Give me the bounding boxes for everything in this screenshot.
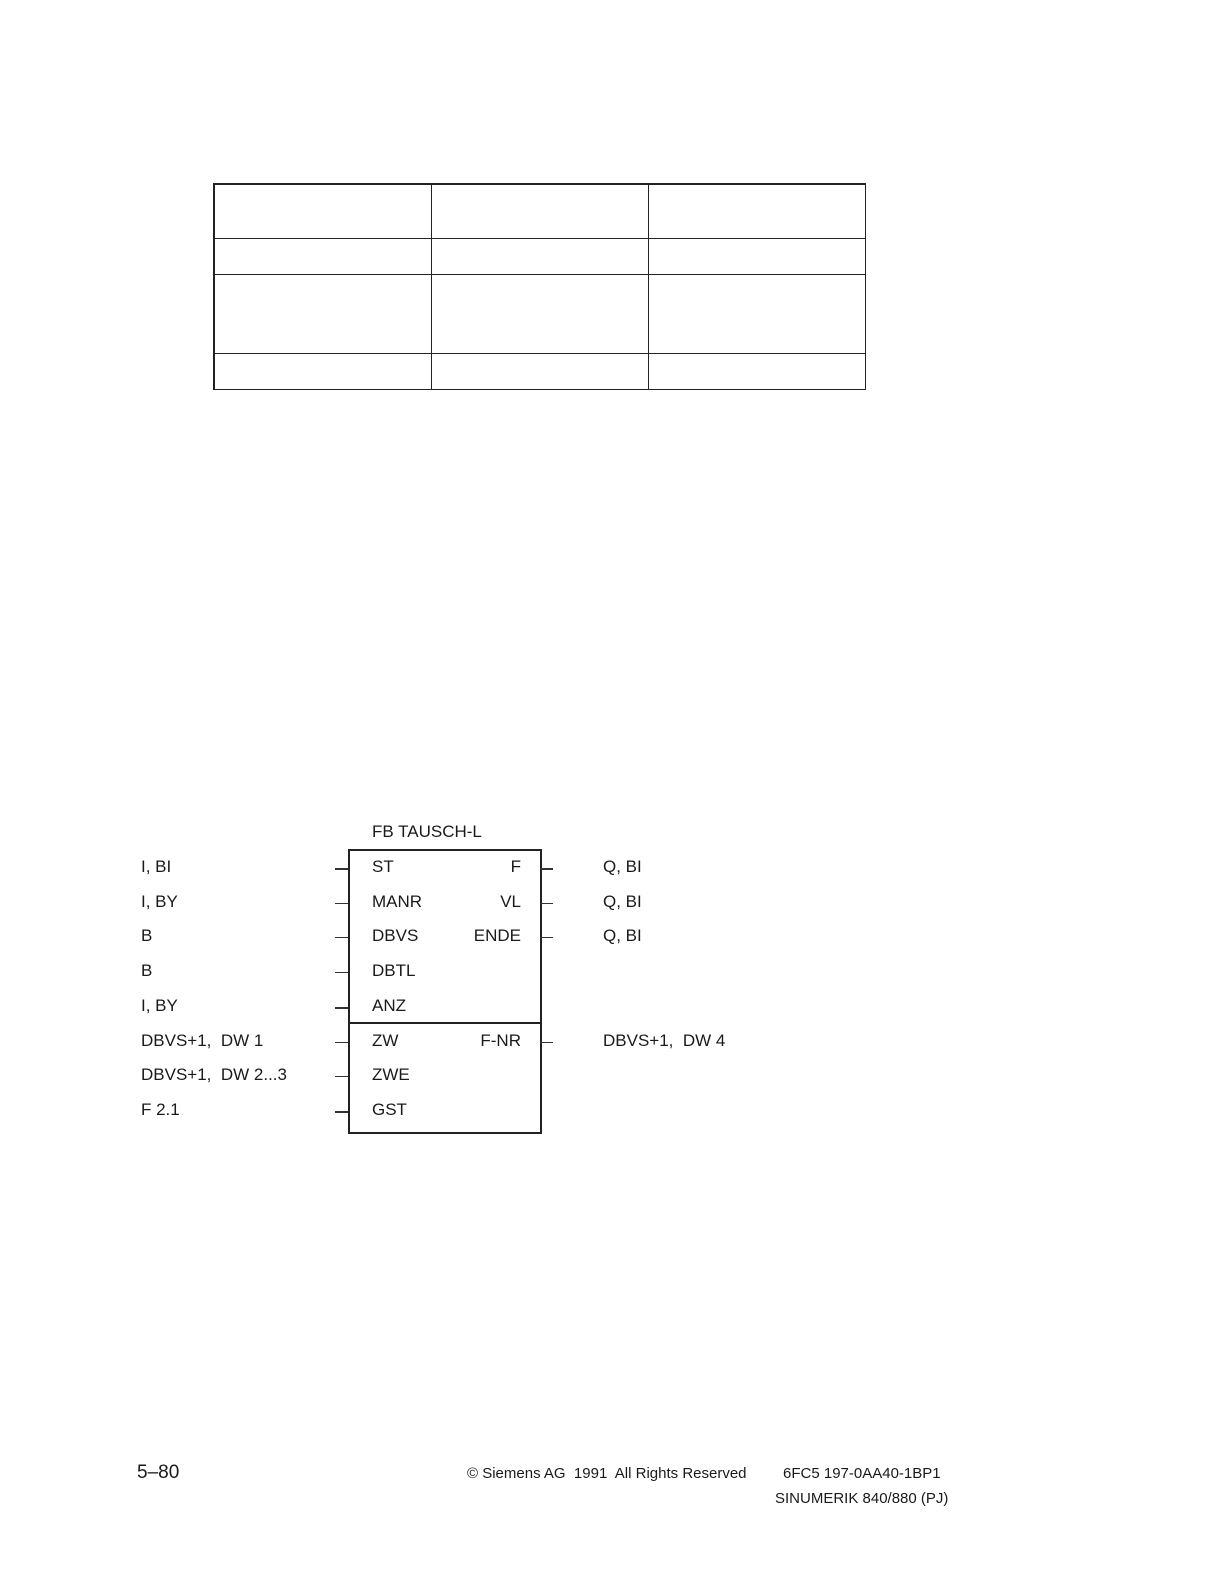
input-pin-line xyxy=(335,1111,348,1113)
input-pin-line xyxy=(335,868,348,870)
input-type-label: I, BY xyxy=(141,996,178,1015)
input-type-label: B xyxy=(141,961,153,980)
input-pin-line xyxy=(335,1042,348,1043)
input-pin-line xyxy=(335,972,348,973)
input-type-label: DBVS+1, DW 1 xyxy=(141,1031,264,1050)
table-cell xyxy=(649,275,866,354)
input-pin-line xyxy=(335,1076,348,1077)
output-pin-line xyxy=(540,1042,553,1043)
table-cell xyxy=(649,239,866,275)
input-type-label: B xyxy=(141,926,153,945)
table-cell xyxy=(649,354,866,390)
block-divider xyxy=(348,1022,542,1024)
table-cell xyxy=(432,354,649,390)
table-cell xyxy=(432,275,649,354)
table-cell xyxy=(214,184,432,239)
output-type-label: Q, BI xyxy=(603,892,642,911)
page-number: 5–80 xyxy=(137,1462,180,1483)
order-number: 6FC5 197-0AA40-1BP1 xyxy=(783,1465,941,1482)
input-pin-name: ST xyxy=(372,857,394,876)
input-pin-name: ZWE xyxy=(372,1065,410,1084)
input-pin-line xyxy=(335,937,348,938)
output-pin-name: VL xyxy=(500,892,521,911)
output-type-label: Q, BI xyxy=(603,857,642,876)
input-pin-name: MANR xyxy=(372,892,423,911)
table-cell xyxy=(649,184,866,239)
output-pin-line xyxy=(540,903,553,904)
output-pin-line xyxy=(540,937,553,938)
input-pin-name: DBVS xyxy=(372,926,419,945)
output-pin-name: F-NR xyxy=(480,1031,521,1050)
block-title: FB TAUSCH-L xyxy=(372,822,482,841)
input-pin-line xyxy=(335,903,348,904)
product-name: SINUMERIK 840/880 (PJ) xyxy=(775,1490,949,1507)
table-cell xyxy=(214,354,432,390)
output-pin-line xyxy=(540,868,553,870)
copyright-notice: © Siemens AG 1991 All Rights Reserved xyxy=(467,1465,747,1482)
table-row xyxy=(214,184,866,239)
empty-table xyxy=(213,183,866,390)
output-type-label: DBVS+1, DW 4 xyxy=(603,1031,726,1050)
table-cell xyxy=(432,239,649,275)
output-type-label: Q, BI xyxy=(603,926,642,945)
table-cell xyxy=(214,275,432,354)
input-pin-name: ANZ xyxy=(372,996,406,1015)
input-pin-name: DBTL xyxy=(372,961,416,980)
input-pin-name: GST xyxy=(372,1100,407,1119)
input-pin-name: ZW xyxy=(372,1031,399,1050)
input-type-label: DBVS+1, DW 2...3 xyxy=(141,1065,287,1084)
input-pin-line xyxy=(335,1007,348,1009)
input-type-label: I, BI xyxy=(141,857,172,876)
table-cell xyxy=(432,184,649,239)
input-type-label: I, BY xyxy=(141,892,178,911)
output-pin-name: F xyxy=(510,857,521,876)
output-pin-name: ENDE xyxy=(473,926,521,945)
table-row xyxy=(214,239,866,275)
input-type-label: F 2.1 xyxy=(141,1100,180,1119)
table-row xyxy=(214,354,866,390)
table-row xyxy=(214,275,866,354)
table-cell xyxy=(214,239,432,275)
